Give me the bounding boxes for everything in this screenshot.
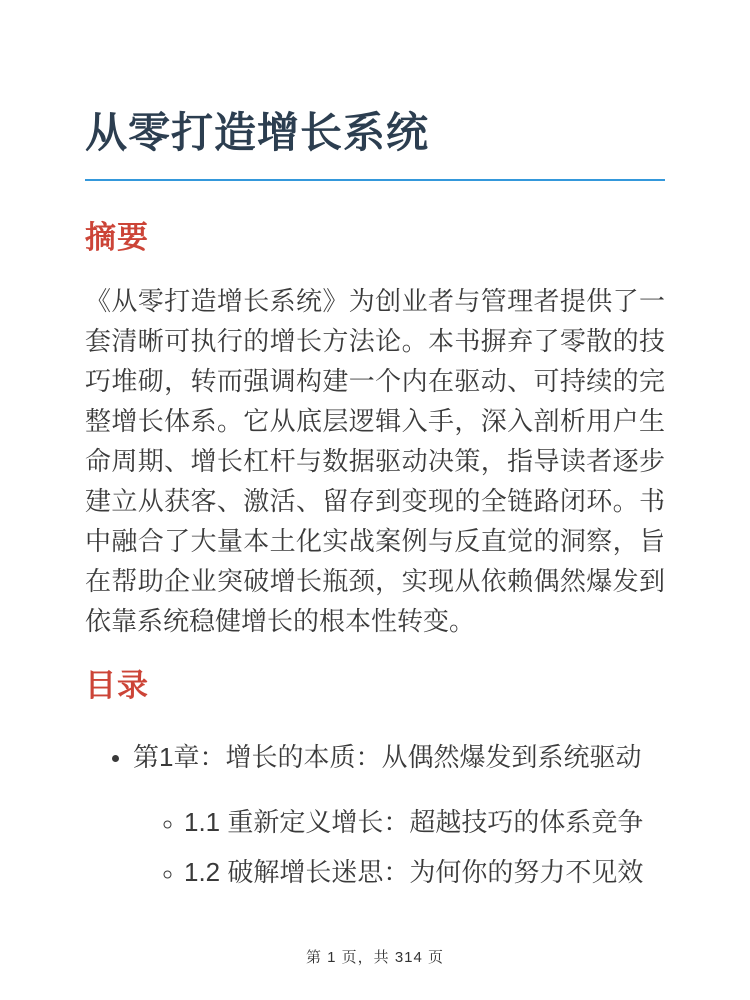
title-underline-rule — [85, 179, 665, 181]
page-title: 从零打造增长系统 — [85, 109, 430, 156]
page-number-footer: 第 1 页，共 314 页 — [305, 949, 445, 966]
toc-section-label: 1.1 重新定义增长：超越技巧的体系竞争 — [184, 806, 644, 837]
toc-list — [85, 737, 665, 892]
toc-section-item — [184, 802, 665, 842]
toc-heading: 目录 — [85, 668, 149, 704]
toc-chapter-item — [133, 737, 665, 892]
toc-section-item — [184, 852, 665, 892]
toc-chapter-label: 第1章：增长的本质：从偶然爆发到系统驱动 — [133, 741, 642, 772]
abstract-heading: 摘要 — [85, 220, 149, 256]
toc-sublist — [133, 802, 665, 892]
abstract-paragraph: 《从零打造增长系统》为创业者与管理者提供了一套清晰可执行的增长方法论。本书摒弃了零散的技巧堆砌，转而强调构建一个内在驱动、可持续的完整增长体系。它从底层逻辑入手，深入剖析用户生命周期、增长杠杆与数据驱动决策，指导读者逐步建立从获客、激活、留存到变现的全链路闭环。书中融合了大量本土化实战案例与反直觉的洞察，旨在帮助企业突破增长瓶颈，实现从依赖偶然爆发到依靠系统稳健增长的根本性转变。 — [85, 286, 665, 637]
toc-section-label: 1.2 破解增长迷思：为何你的努力不见效 — [184, 856, 644, 887]
